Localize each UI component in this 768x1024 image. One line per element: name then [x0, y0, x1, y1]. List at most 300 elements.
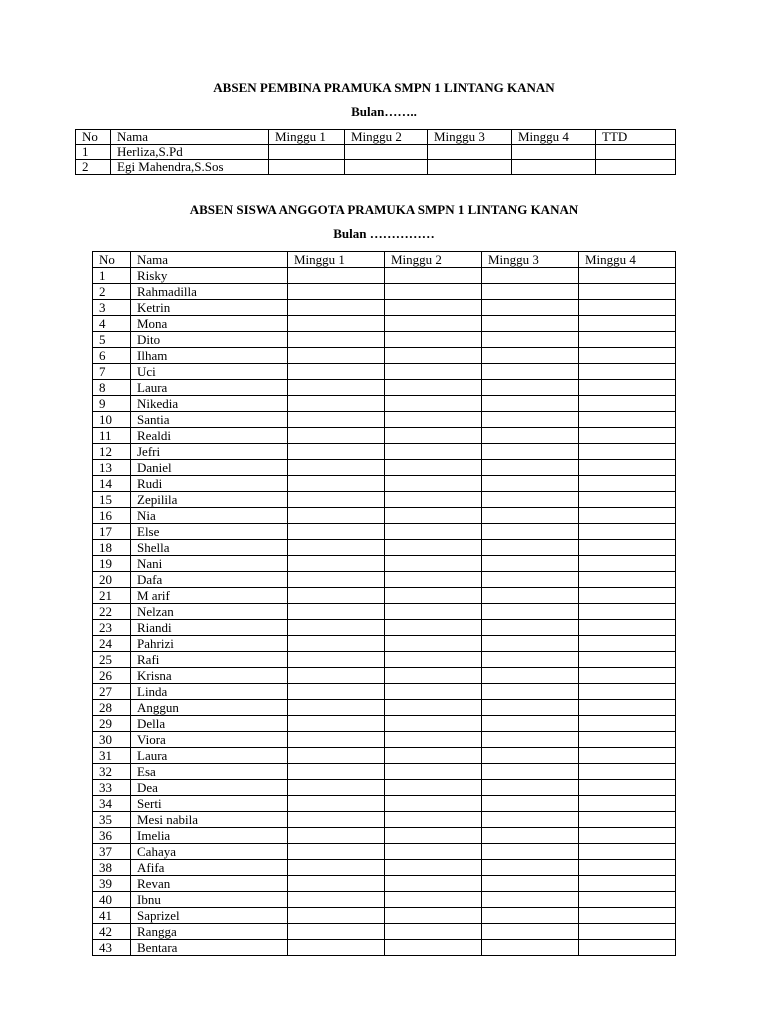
attendance-cell [385, 316, 482, 332]
row-name: Nia [131, 508, 288, 524]
attendance-cell [385, 844, 482, 860]
table-row [93, 588, 676, 604]
attendance-cell [428, 160, 512, 175]
attendance-cell [579, 636, 676, 652]
row-name: Ilham [131, 348, 288, 364]
attendance-cell [579, 780, 676, 796]
row-number: 42 [93, 924, 131, 940]
row-name: Zepilila [131, 492, 288, 508]
table-row [93, 764, 676, 780]
table-row [93, 668, 676, 684]
attendance-cell [385, 796, 482, 812]
attendance-cell [288, 940, 385, 956]
row-number: 39 [93, 876, 131, 892]
row-number: 35 [93, 812, 131, 828]
attendance-cell [269, 160, 345, 175]
row-number: 2 [76, 160, 111, 175]
attendance-cell [288, 716, 385, 732]
attendance-cell [288, 908, 385, 924]
attendance-cell [385, 348, 482, 364]
attendance-cell [482, 828, 579, 844]
table-row [93, 444, 676, 460]
attendance-cell [385, 684, 482, 700]
attendance-cell [385, 716, 482, 732]
table-row [93, 556, 676, 572]
row-name: Dafa [131, 572, 288, 588]
attendance-cell [482, 908, 579, 924]
attendance-cell [385, 476, 482, 492]
attendance-cell [579, 268, 676, 284]
attendance-cell [385, 908, 482, 924]
table-row [93, 380, 676, 396]
attendance-cell [385, 396, 482, 412]
row-name: Cahaya [131, 844, 288, 860]
row-name: Imelia [131, 828, 288, 844]
attendance-cell [288, 412, 385, 428]
attendance-cell [288, 444, 385, 460]
row-number: 9 [93, 396, 131, 412]
table-row [93, 604, 676, 620]
row-number: 13 [93, 460, 131, 476]
attendance-cell [579, 556, 676, 572]
row-name: Ibnu [131, 892, 288, 908]
table-row [93, 364, 676, 380]
attendance-cell [385, 668, 482, 684]
attendance-cell [512, 160, 596, 175]
table-row [93, 876, 676, 892]
attendance-cell [482, 300, 579, 316]
table-row [93, 492, 676, 508]
row-number: 1 [93, 268, 131, 284]
row-number: 22 [93, 604, 131, 620]
header-minggu-4: Minggu 4 [512, 130, 596, 145]
pembina-title: ABSEN PEMBINA PRAMUKA SMPN 1 LINTANG KANAN [213, 80, 555, 95]
header-ttd: TTD [596, 130, 676, 145]
table-row [93, 476, 676, 492]
table-row [93, 924, 676, 940]
row-number: 29 [93, 716, 131, 732]
row-name: Saprizel [131, 908, 288, 924]
attendance-cell [385, 588, 482, 604]
attendance-cell [579, 444, 676, 460]
row-name: Riandi [131, 620, 288, 636]
attendance-cell [385, 508, 482, 524]
attendance-cell [385, 748, 482, 764]
row-name: Realdi [131, 428, 288, 444]
row-name: Serti [131, 796, 288, 812]
row-name: Pahrizi [131, 636, 288, 652]
row-name: Laura [131, 380, 288, 396]
attendance-cell [385, 332, 482, 348]
attendance-cell [288, 796, 385, 812]
attendance-cell [482, 604, 579, 620]
attendance-cell [385, 636, 482, 652]
attendance-cell [288, 380, 385, 396]
attendance-cell [482, 492, 579, 508]
table-row [93, 812, 676, 828]
table-row [76, 145, 676, 160]
attendance-cell [482, 860, 579, 876]
row-name: Rangga [131, 924, 288, 940]
row-name: Nelzan [131, 604, 288, 620]
table-row [93, 348, 676, 364]
attendance-cell [482, 588, 579, 604]
attendance-cell [288, 780, 385, 796]
attendance-cell [579, 524, 676, 540]
attendance-cell [579, 332, 676, 348]
attendance-cell [482, 716, 579, 732]
attendance-cell [579, 796, 676, 812]
attendance-cell [288, 764, 385, 780]
attendance-cell [482, 524, 579, 540]
row-name: M arif [131, 588, 288, 604]
attendance-cell [482, 652, 579, 668]
row-number: 40 [93, 892, 131, 908]
table-row [93, 268, 676, 284]
row-name: Mona [131, 316, 288, 332]
attendance-cell [385, 892, 482, 908]
attendance-cell [385, 412, 482, 428]
row-number: 27 [93, 684, 131, 700]
attendance-cell [579, 924, 676, 940]
attendance-cell [482, 332, 579, 348]
table-row [93, 700, 676, 716]
attendance-cell [288, 428, 385, 444]
attendance-cell [385, 860, 482, 876]
attendance-cell [579, 508, 676, 524]
attendance-cell [385, 268, 482, 284]
table-row [93, 332, 676, 348]
row-number: 5 [93, 332, 131, 348]
attendance-cell [579, 428, 676, 444]
attendance-cell [482, 556, 579, 572]
attendance-cell [482, 892, 579, 908]
attendance-cell [579, 652, 676, 668]
attendance-cell [579, 940, 676, 956]
attendance-cell [482, 924, 579, 940]
attendance-cell [288, 268, 385, 284]
attendance-cell [482, 764, 579, 780]
row-name: Linda [131, 684, 288, 700]
table-row [93, 572, 676, 588]
row-name: Della [131, 716, 288, 732]
row-name: Else [131, 524, 288, 540]
attendance-cell [579, 908, 676, 924]
row-name: Mesi nabila [131, 812, 288, 828]
attendance-cell [482, 364, 579, 380]
attendance-cell [385, 428, 482, 444]
attendance-cell [482, 476, 579, 492]
attendance-cell [482, 668, 579, 684]
attendance-cell [482, 796, 579, 812]
attendance-cell [596, 145, 676, 160]
attendance-cell [579, 748, 676, 764]
attendance-cell [288, 684, 385, 700]
attendance-cell [288, 844, 385, 860]
row-number: 28 [93, 700, 131, 716]
attendance-cell [579, 380, 676, 396]
attendance-cell [288, 732, 385, 748]
attendance-cell [482, 268, 579, 284]
attendance-cell [482, 316, 579, 332]
row-name: Viora [131, 732, 288, 748]
attendance-cell [482, 684, 579, 700]
attendance-cell [385, 300, 482, 316]
attendance-cell [385, 460, 482, 476]
attendance-cell [579, 588, 676, 604]
attendance-cell [288, 604, 385, 620]
table-row [93, 860, 676, 876]
attendance-cell [288, 892, 385, 908]
header-minggu-2: Minggu 2 [385, 252, 482, 268]
attendance-cell [288, 316, 385, 332]
row-number: 32 [93, 764, 131, 780]
attendance-cell [482, 620, 579, 636]
header-minggu-4: Minggu 4 [579, 252, 676, 268]
attendance-cell [385, 876, 482, 892]
row-number: 31 [93, 748, 131, 764]
row-name: Risky [131, 268, 288, 284]
header-minggu-3: Minggu 3 [482, 252, 579, 268]
table-row [93, 316, 676, 332]
table-row [93, 636, 676, 652]
attendance-cell [482, 380, 579, 396]
attendance-cell [428, 145, 512, 160]
row-name: Rahmadilla [131, 284, 288, 300]
attendance-cell [579, 492, 676, 508]
attendance-cell [288, 540, 385, 556]
row-name: Dea [131, 780, 288, 796]
attendance-cell [385, 284, 482, 300]
attendance-cell [579, 892, 676, 908]
attendance-cell [385, 652, 482, 668]
row-number: 3 [93, 300, 131, 316]
row-number: 21 [93, 588, 131, 604]
attendance-cell [288, 588, 385, 604]
header-nama: Nama [131, 252, 288, 268]
table-row [93, 716, 676, 732]
attendance-cell [345, 145, 428, 160]
attendance-cell [482, 396, 579, 412]
attendance-cell [482, 748, 579, 764]
table-row [93, 428, 676, 444]
row-name: Revan [131, 876, 288, 892]
row-name: Anggun [131, 700, 288, 716]
row-number: 4 [93, 316, 131, 332]
attendance-cell [385, 812, 482, 828]
table-row [93, 780, 676, 796]
attendance-cell [482, 428, 579, 444]
attendance-cell [579, 540, 676, 556]
row-name: Uci [131, 364, 288, 380]
attendance-cell [579, 412, 676, 428]
row-number: 36 [93, 828, 131, 844]
row-number: 12 [93, 444, 131, 460]
row-number: 41 [93, 908, 131, 924]
attendance-cell [288, 636, 385, 652]
table-row [93, 652, 676, 668]
attendance-cell [288, 828, 385, 844]
attendance-cell [345, 160, 428, 175]
attendance-cell [482, 844, 579, 860]
attendance-cell [288, 924, 385, 940]
pembina-bulan: Bulan…….. [351, 104, 417, 119]
attendance-cell [288, 476, 385, 492]
pembina-header-row [76, 130, 676, 145]
attendance-cell [288, 652, 385, 668]
attendance-cell [482, 876, 579, 892]
row-number: 17 [93, 524, 131, 540]
table-row [93, 940, 676, 956]
row-number: 33 [93, 780, 131, 796]
attendance-cell [288, 572, 385, 588]
row-number: 1 [76, 145, 111, 160]
table-row [93, 300, 676, 316]
attendance-cell [579, 300, 676, 316]
attendance-cell [385, 620, 482, 636]
row-name: Santia [131, 412, 288, 428]
attendance-cell [579, 316, 676, 332]
attendance-cell [385, 828, 482, 844]
row-name: Herliza,S.Pd [111, 145, 269, 160]
row-name: Nani [131, 556, 288, 572]
attendance-cell [385, 924, 482, 940]
row-number: 16 [93, 508, 131, 524]
attendance-cell [385, 364, 482, 380]
attendance-cell [579, 476, 676, 492]
table-row [93, 908, 676, 924]
attendance-cell [385, 764, 482, 780]
attendance-cell [579, 716, 676, 732]
row-name: Rudi [131, 476, 288, 492]
header-minggu-1: Minggu 1 [269, 130, 345, 145]
table-row [93, 396, 676, 412]
attendance-cell [512, 145, 596, 160]
attendance-cell [288, 700, 385, 716]
row-name: Dito [131, 332, 288, 348]
attendance-cell [385, 556, 482, 572]
row-name: Afifa [131, 860, 288, 876]
pembina-table [75, 129, 676, 175]
table-row [93, 524, 676, 540]
row-number: 6 [93, 348, 131, 364]
row-number: 37 [93, 844, 131, 860]
attendance-cell [579, 732, 676, 748]
attendance-cell [596, 160, 676, 175]
attendance-cell [269, 145, 345, 160]
attendance-cell [482, 508, 579, 524]
attendance-cell [385, 492, 482, 508]
attendance-cell [482, 572, 579, 588]
attendance-cell [288, 668, 385, 684]
attendance-cell [385, 572, 482, 588]
table-row [93, 828, 676, 844]
table-row [93, 748, 676, 764]
attendance-cell [482, 540, 579, 556]
siswa-table [92, 251, 676, 956]
attendance-cell [482, 780, 579, 796]
attendance-cell [482, 460, 579, 476]
attendance-cell [482, 700, 579, 716]
row-number: 15 [93, 492, 131, 508]
attendance-cell [579, 860, 676, 876]
table-row [93, 796, 676, 812]
attendance-cell [579, 668, 676, 684]
header-minggu-2: Minggu 2 [345, 130, 428, 145]
row-number: 10 [93, 412, 131, 428]
attendance-cell [385, 780, 482, 796]
attendance-cell [482, 940, 579, 956]
attendance-cell [579, 572, 676, 588]
row-number: 38 [93, 860, 131, 876]
attendance-cell [288, 300, 385, 316]
attendance-cell [579, 460, 676, 476]
attendance-cell [482, 732, 579, 748]
attendance-cell [288, 364, 385, 380]
attendance-cell [482, 412, 579, 428]
row-number: 24 [93, 636, 131, 652]
table-row [76, 160, 676, 175]
row-number: 8 [93, 380, 131, 396]
table-row [93, 284, 676, 300]
row-number: 26 [93, 668, 131, 684]
attendance-cell [579, 396, 676, 412]
row-number: 30 [93, 732, 131, 748]
attendance-cell [288, 860, 385, 876]
header-nama: Nama [111, 130, 269, 145]
attendance-cell [288, 460, 385, 476]
row-number: 7 [93, 364, 131, 380]
attendance-cell [385, 604, 482, 620]
row-name: Nikedia [131, 396, 288, 412]
row-name: Laura [131, 748, 288, 764]
row-number: 34 [93, 796, 131, 812]
row-number: 43 [93, 940, 131, 956]
attendance-cell [579, 348, 676, 364]
row-number: 18 [93, 540, 131, 556]
header-minggu-3: Minggu 3 [428, 130, 512, 145]
table-row [93, 892, 676, 908]
table-row [93, 508, 676, 524]
siswa-header-row [93, 252, 676, 268]
table-row [93, 684, 676, 700]
attendance-cell [579, 620, 676, 636]
attendance-cell [288, 508, 385, 524]
attendance-cell [385, 540, 482, 556]
table-row [93, 732, 676, 748]
table-row [93, 460, 676, 476]
row-name: Rafi [131, 652, 288, 668]
table-row [93, 540, 676, 556]
attendance-cell [579, 364, 676, 380]
attendance-cell [579, 700, 676, 716]
attendance-cell [482, 812, 579, 828]
table-row [93, 620, 676, 636]
attendance-cell [579, 876, 676, 892]
attendance-cell [288, 396, 385, 412]
siswa-title: ABSEN SISWA ANGGOTA PRAMUKA SMPN 1 LINTANG KANAN [189, 202, 579, 217]
row-name: Esa [131, 764, 288, 780]
row-name: Shella [131, 540, 288, 556]
attendance-cell [288, 620, 385, 636]
row-number: 20 [93, 572, 131, 588]
header-minggu-1: Minggu 1 [288, 252, 385, 268]
attendance-cell [288, 748, 385, 764]
attendance-cell [385, 700, 482, 716]
attendance-cell [482, 444, 579, 460]
attendance-cell [579, 844, 676, 860]
row-name: Krisna [131, 668, 288, 684]
